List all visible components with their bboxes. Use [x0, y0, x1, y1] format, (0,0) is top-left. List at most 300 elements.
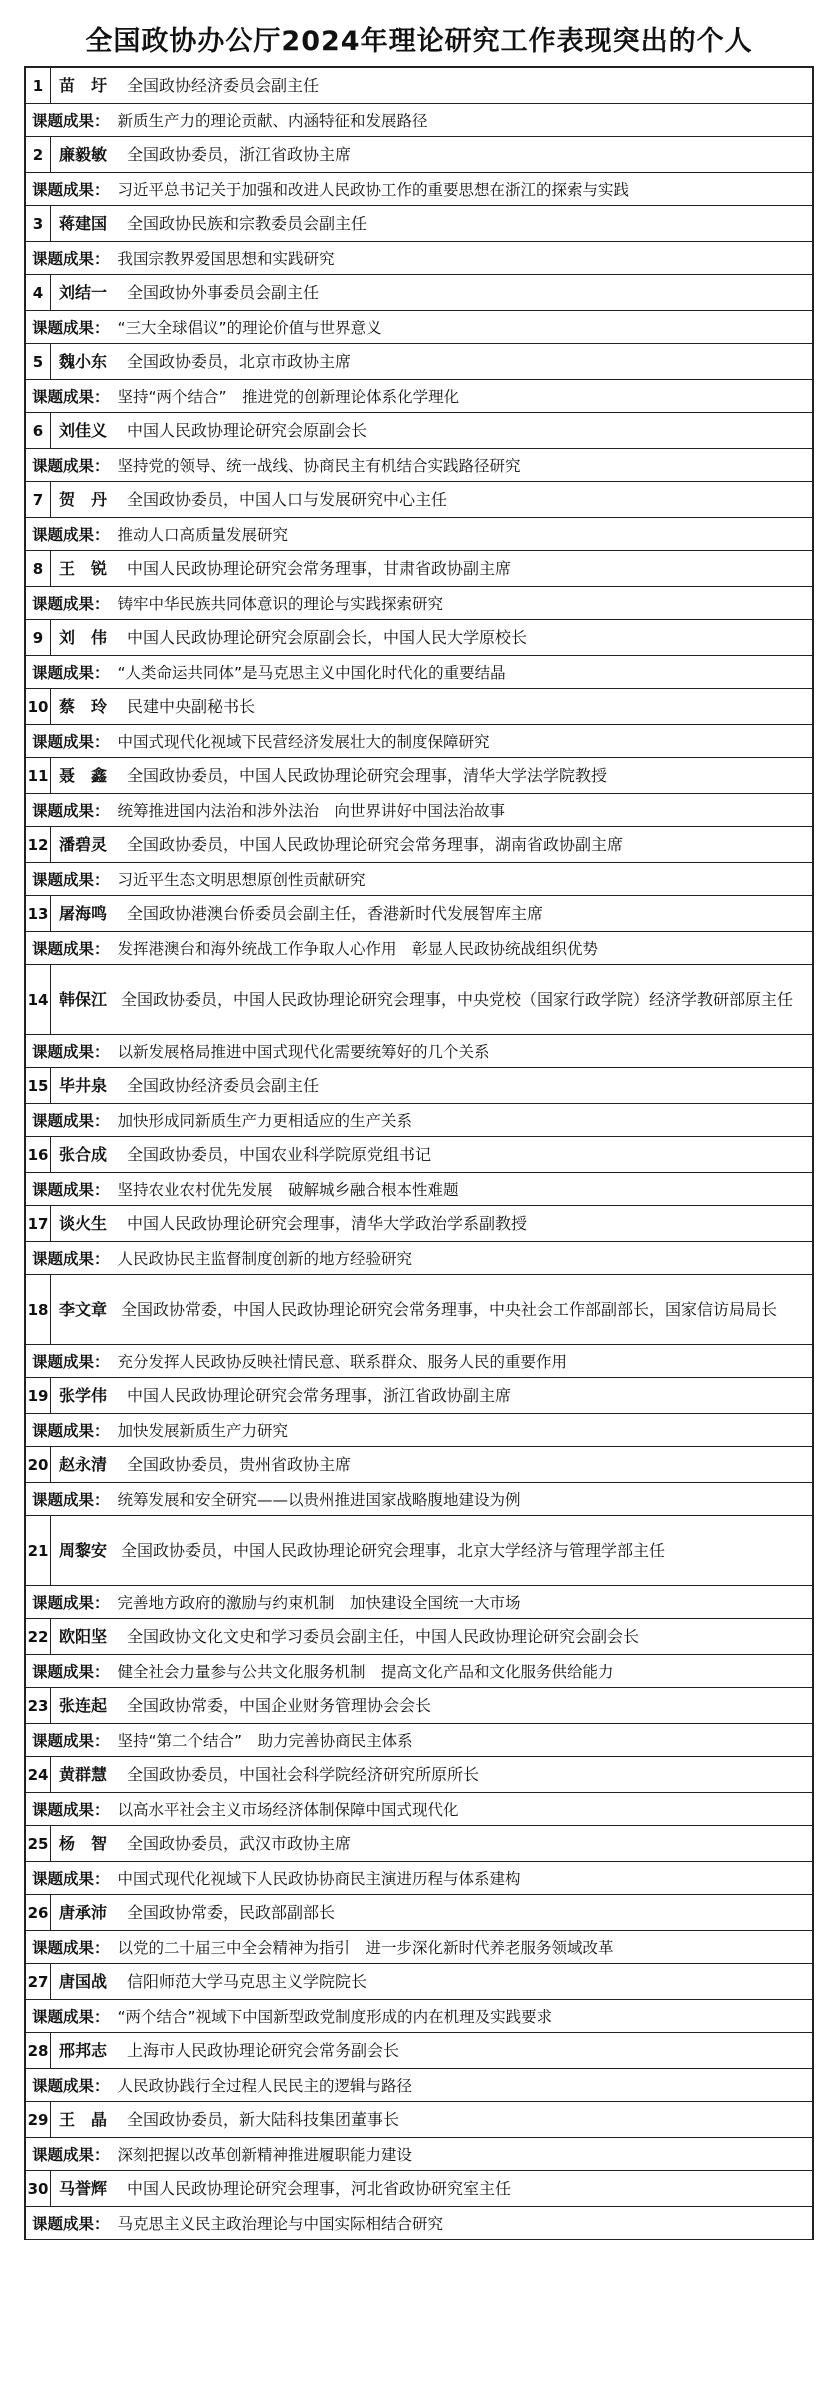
result-label: 课题成果：	[32, 1422, 110, 1440]
person-cell	[51, 689, 812, 724]
person-cell	[51, 827, 812, 862]
person-info	[59, 278, 319, 308]
person-info	[59, 1209, 527, 1239]
result-title: 人民政协践行全过程人民民主的逻辑与路径	[117, 2077, 413, 2095]
person-row	[26, 1619, 812, 1655]
result-title: 充分发挥人民政协反映社情民意、联系群众、服务人民的重要作用	[117, 1353, 568, 1371]
person-position: 全国政协港澳台侨委员会副主任，香港新时代发展智库主席	[127, 903, 544, 923]
person-row	[26, 2102, 812, 2138]
result-cell	[26, 1655, 812, 1687]
result-cell	[26, 380, 812, 412]
result-title: 坚持农业农村优先发展 破解城乡融合根本性难题	[117, 1181, 459, 1199]
result-title: 铸牢中华民族共同体意识的理论与实践探索研究	[117, 595, 444, 613]
person-name: 杨 智	[59, 1833, 108, 1853]
person-position: 全国政协委员，贵州省政协主席	[127, 1454, 352, 1474]
person-info	[59, 761, 607, 791]
result-title: 新质生产力的理论贡献、内涵特征和发展路径	[117, 112, 428, 130]
person-info	[59, 209, 367, 239]
person-name: 魏小东	[59, 351, 108, 371]
result-cell	[26, 449, 812, 481]
result-row	[26, 725, 812, 758]
person-cell	[51, 1206, 812, 1241]
person-row	[26, 896, 812, 932]
person-name: 刘结一	[59, 282, 108, 302]
result-cell	[26, 104, 812, 136]
person-name: 赵永清	[59, 1454, 108, 1474]
result-cell	[26, 242, 812, 274]
result-label: 课题成果：	[32, 802, 110, 820]
person-info	[59, 984, 793, 1015]
result-row	[26, 1655, 812, 1688]
result-cell	[26, 863, 812, 895]
person-row	[26, 2033, 812, 2069]
person-info	[59, 2105, 399, 2135]
result-cell	[26, 1345, 812, 1377]
person-name: 韩保江	[59, 990, 108, 1009]
row-number: 4	[26, 275, 51, 310]
row-number: 24	[26, 1757, 51, 1792]
person-position: 全国政协委员，中国人民政协理论研究会常务理事，湖南省政协副主席	[127, 834, 624, 854]
person-row	[26, 68, 812, 104]
person-position: 全国政协文化文史和学习委员会副主任，中国人民政协理论研究会副会长	[127, 1626, 640, 1646]
person-name: 蔡 玲	[59, 696, 108, 716]
result-row	[26, 104, 812, 137]
row-number: 5	[26, 344, 51, 379]
person-info	[59, 1829, 351, 1859]
result-cell	[26, 2069, 812, 2101]
person-position: 上海市人民政协理论研究会常务副会长	[127, 2040, 400, 2060]
row-number: 11	[26, 758, 51, 793]
result-cell	[26, 1035, 812, 1067]
row-number: 21	[26, 1516, 51, 1585]
person-cell	[51, 137, 812, 172]
result-cell	[26, 932, 812, 964]
result-row	[26, 1931, 812, 1964]
person-name: 聂 鑫	[59, 765, 108, 785]
person-name: 欧阳坚	[59, 1626, 108, 1646]
person-name: 贺 丹	[59, 489, 108, 509]
result-title: 健全社会力量参与公共文化服务机制 提高文化产品和文化服务供给能力	[117, 1663, 614, 1681]
result-row	[26, 2069, 812, 2102]
result-label: 课题成果：	[32, 112, 110, 130]
person-info	[59, 554, 511, 584]
person-info	[59, 1691, 431, 1721]
result-row	[26, 311, 812, 344]
person-cell	[51, 2171, 812, 2206]
person-cell	[51, 1688, 812, 1723]
document-title: 全国政协办公厅2024年理论研究工作表现突出的个人	[85, 25, 753, 57]
result-title: “人类命运共同体”是马克思主义中国化时代化的重要结晶	[117, 664, 506, 682]
result-row	[26, 1483, 812, 1516]
row-number: 13	[26, 896, 51, 931]
result-row	[26, 1242, 812, 1275]
person-position: 中国人民政协理论研究会理事，清华大学政治学系副教授	[127, 1213, 528, 1233]
person-name: 谈火生	[59, 1213, 108, 1233]
row-number: 28	[26, 2033, 51, 2068]
person-row	[26, 620, 812, 656]
result-label: 课题成果：	[32, 1181, 110, 1199]
person-cell	[51, 2033, 812, 2068]
person-row	[26, 965, 812, 1035]
result-label: 课题成果：	[32, 1663, 110, 1681]
row-number: 26	[26, 1895, 51, 1930]
person-cell	[51, 413, 812, 448]
result-title: 完善地方政府的激励与约束机制 加快建设全国统一大市场	[117, 1594, 521, 1612]
person-row	[26, 344, 812, 380]
result-label: 课题成果：	[32, 1870, 110, 1888]
person-name: 唐国战	[59, 1971, 108, 1991]
result-label: 课题成果：	[32, 940, 110, 958]
person-position: 全国政协委员，北京市政协主席	[127, 351, 352, 371]
person-cell	[51, 1895, 812, 1930]
result-label: 课题成果：	[32, 1043, 110, 1061]
row-number: 16	[26, 1137, 51, 1172]
person-info	[59, 1140, 431, 1170]
person-name: 张学伟	[59, 1385, 108, 1405]
result-row	[26, 380, 812, 413]
person-position: 全国政协委员，中国人民政协理论研究会理事，北京大学经济与管理学部主任	[121, 1541, 666, 1560]
person-row	[26, 1688, 812, 1724]
person-name: 廉毅敏	[59, 144, 108, 164]
result-title: 统筹推进国内法治和涉外法治 向世界讲好中国法治故事	[117, 802, 506, 820]
person-position: 全国政协委员，武汉市政协主席	[127, 1833, 352, 1853]
person-position: 全国政协常委，民政部副部长	[127, 1902, 336, 1922]
result-cell	[26, 1586, 812, 1618]
person-row	[26, 1895, 812, 1931]
result-cell	[26, 311, 812, 343]
result-title: 推动人口高质量发展研究	[117, 526, 289, 544]
person-name: 李文章	[59, 1300, 108, 1319]
person-info	[59, 1450, 351, 1480]
person-position: 全国政协民族和宗教委员会副主任	[127, 213, 368, 233]
result-label: 课题成果：	[32, 2008, 110, 2026]
row-number: 1	[26, 68, 51, 103]
person-row	[26, 413, 812, 449]
person-position: 全国政协委员，中国人口与发展研究中心主任	[127, 489, 448, 509]
person-info	[59, 1535, 665, 1566]
person-position: 中国人民政协理论研究会原副会长，中国人民大学原校长	[127, 627, 528, 647]
result-row	[26, 932, 812, 965]
person-row	[26, 1826, 812, 1862]
person-position: 中国人民政协理论研究会原副会长	[127, 420, 368, 440]
person-info	[59, 2174, 511, 2204]
person-cell	[51, 965, 812, 1034]
result-row	[26, 2138, 812, 2171]
person-cell	[51, 2102, 812, 2137]
result-cell	[26, 518, 812, 550]
result-title: 习近平总书记关于加强和改进人民政协工作的重要思想在浙江的探索与实践	[117, 181, 630, 199]
result-row	[26, 1104, 812, 1137]
row-number: 20	[26, 1447, 51, 1482]
person-row	[26, 1964, 812, 2000]
result-cell	[26, 1414, 812, 1446]
person-row	[26, 1206, 812, 1242]
person-row	[26, 206, 812, 242]
person-name: 黄群慧	[59, 1764, 108, 1784]
person-position: 中国人民政协理论研究会常务理事，甘肃省政协副主席	[127, 558, 512, 578]
person-cell	[51, 896, 812, 931]
person-cell	[51, 758, 812, 793]
result-title: 深刻把握以改革创新精神推进履职能力建设	[117, 2146, 413, 2164]
person-position: 全国政协经济委员会副主任	[127, 1075, 320, 1095]
person-name: 周黎安	[59, 1541, 108, 1560]
row-number: 14	[26, 965, 51, 1034]
result-label: 课题成果：	[32, 2146, 110, 2164]
person-cell	[51, 1275, 812, 1344]
result-title: “两个结合”视域下中国新型政党制度形成的内在机理及实践要求	[117, 2008, 553, 2026]
result-label: 课题成果：	[32, 664, 110, 682]
person-info	[59, 1760, 479, 1790]
result-cell	[26, 1173, 812, 1205]
person-name: 潘碧灵	[59, 834, 108, 854]
person-info	[59, 347, 351, 377]
person-row	[26, 1378, 812, 1414]
row-number: 18	[26, 1275, 51, 1344]
result-row	[26, 1345, 812, 1378]
result-label: 课题成果：	[32, 1491, 110, 1509]
person-row	[26, 551, 812, 587]
person-position: 全国政协委员，中国人民政协理论研究会理事，清华大学法学院教授	[127, 765, 608, 785]
result-title: 人民政协民主监督制度创新的地方经验研究	[117, 1250, 413, 1268]
person-row	[26, 1068, 812, 1104]
result-title: 发挥港澳台和海外统战工作争取人心作用 彰显人民政协统战组织优势	[117, 940, 599, 958]
result-label: 课题成果：	[32, 2077, 110, 2095]
result-title: 我国宗教界爱国思想和实践研究	[117, 250, 335, 268]
person-info	[59, 416, 367, 446]
row-number: 29	[26, 2102, 51, 2137]
result-cell	[26, 2207, 812, 2239]
row-number: 9	[26, 620, 51, 655]
person-cell	[51, 1137, 812, 1172]
row-number: 23	[26, 1688, 51, 1723]
person-row	[26, 1275, 812, 1345]
person-name: 屠海鸣	[59, 903, 108, 923]
result-row	[26, 1793, 812, 1826]
person-name: 刘佳义	[59, 420, 108, 440]
result-title: 以新发展格局推进中国式现代化需要统筹好的几个关系	[117, 1043, 490, 1061]
result-row	[26, 449, 812, 482]
result-title: 中国式现代化视域下民营经济发展壮大的制度保障研究	[117, 733, 490, 751]
person-cell	[51, 1964, 812, 1999]
result-cell	[26, 1242, 812, 1274]
person-row	[26, 482, 812, 518]
result-row	[26, 173, 812, 206]
result-label: 课题成果：	[32, 1939, 110, 1957]
result-row	[26, 863, 812, 896]
person-position: 全国政协常委，中国人民政协理论研究会常务理事，中央社会工作部副部长，国家信访局局长	[121, 1300, 778, 1319]
honors-table	[24, 66, 814, 2240]
result-row	[26, 656, 812, 689]
row-number: 12	[26, 827, 51, 862]
row-number: 10	[26, 689, 51, 724]
row-number: 2	[26, 137, 51, 172]
person-info	[59, 485, 447, 515]
person-cell	[51, 551, 812, 586]
person-row	[26, 137, 812, 173]
person-row	[26, 1516, 812, 1586]
person-row	[26, 758, 812, 794]
result-label: 课题成果：	[32, 1732, 110, 1750]
person-position: 全国政协经济委员会副主任	[127, 75, 320, 95]
result-row	[26, 1862, 812, 1895]
result-title: “三大全球倡议”的理论价值与世界意义	[117, 319, 382, 337]
result-label: 课题成果：	[32, 526, 110, 544]
person-info	[59, 140, 351, 170]
person-row	[26, 1137, 812, 1173]
person-row	[26, 1757, 812, 1793]
person-info	[59, 1071, 319, 1101]
row-number: 25	[26, 1826, 51, 1861]
result-cell	[26, 1104, 812, 1136]
person-position: 全国政协委员，中国人民政协理论研究会理事，中央党校（国家行政学院）经济学教研部原主任	[121, 990, 794, 1009]
person-position: 全国政协常委，中国企业财务管理协会会长	[127, 1695, 432, 1715]
result-title: 马克思主义民主政治理论与中国实际相结合研究	[117, 2215, 444, 2233]
result-row	[26, 1586, 812, 1619]
person-info	[59, 830, 623, 860]
person-row	[26, 2171, 812, 2207]
result-label: 课题成果：	[32, 1353, 110, 1371]
result-row	[26, 242, 812, 275]
result-label: 课题成果：	[32, 457, 110, 475]
person-cell	[51, 482, 812, 517]
result-label: 课题成果：	[32, 250, 110, 268]
result-row	[26, 518, 812, 551]
person-name: 蒋建国	[59, 213, 108, 233]
person-name: 刘 伟	[59, 627, 108, 647]
person-cell	[51, 344, 812, 379]
person-info	[59, 899, 543, 929]
person-position: 全国政协委员，新大陆科技集团董事长	[127, 2109, 400, 2129]
person-name: 毕井泉	[59, 1075, 108, 1095]
result-row	[26, 794, 812, 827]
result-label: 课题成果：	[32, 1112, 110, 1130]
row-number: 3	[26, 206, 51, 241]
person-cell	[51, 68, 812, 103]
person-name: 王 晶	[59, 2109, 108, 2129]
result-label: 课题成果：	[32, 595, 110, 613]
person-cell	[51, 1826, 812, 1861]
person-position: 中国人民政协理论研究会理事，河北省政协研究室主任	[127, 2178, 512, 2198]
person-cell	[51, 206, 812, 241]
person-row	[26, 275, 812, 311]
result-label: 课题成果：	[32, 388, 110, 406]
person-position: 中国人民政协理论研究会常务理事，浙江省政协副主席	[127, 1385, 512, 1405]
result-row	[26, 1173, 812, 1206]
person-info	[59, 1294, 777, 1325]
row-number: 17	[26, 1206, 51, 1241]
result-cell	[26, 1931, 812, 1963]
row-number: 15	[26, 1068, 51, 1103]
person-cell	[51, 1516, 812, 1585]
person-position: 信阳师范大学马克思主义学院院长	[127, 1971, 368, 1991]
person-position: 全国政协委员，中国社会科学院经济研究所原所长	[127, 1764, 480, 1784]
row-number: 30	[26, 2171, 51, 2206]
person-info	[59, 2036, 399, 2066]
result-row	[26, 2207, 812, 2240]
person-position: 全国政协外事委员会副主任	[127, 282, 320, 302]
result-title: 坚持“第二个结合” 助力完善协商民主体系	[117, 1732, 413, 1750]
result-title: 加快发展新质生产力研究	[117, 1422, 289, 1440]
result-title: 统筹发展和安全研究——以贵州推进国家战略腹地建设为例	[117, 1491, 521, 1509]
result-cell	[26, 2138, 812, 2170]
result-label: 课题成果：	[32, 871, 110, 889]
person-cell	[51, 1447, 812, 1482]
person-position: 全国政协委员，中国农业科学院原党组书记	[127, 1144, 432, 1164]
person-info	[59, 1381, 511, 1411]
row-number: 6	[26, 413, 51, 448]
result-cell	[26, 1793, 812, 1825]
person-row	[26, 1447, 812, 1483]
person-info	[59, 71, 319, 101]
result-title: 中国式现代化视域下人民政协协商民主演进历程与体系建构	[117, 1870, 521, 1888]
result-row	[26, 1414, 812, 1447]
result-cell	[26, 1724, 812, 1756]
person-cell	[51, 1757, 812, 1792]
person-cell	[51, 275, 812, 310]
result-title: 习近平生态文明思想原创性贡献研究	[117, 871, 366, 889]
result-cell	[26, 1862, 812, 1894]
result-cell	[26, 1483, 812, 1515]
result-label: 课题成果：	[32, 181, 110, 199]
result-title: 坚持党的领导、统一战线、协商民主有机结合实践路径研究	[117, 457, 521, 475]
result-label: 课题成果：	[32, 1594, 110, 1612]
person-name: 苗 圩	[59, 75, 108, 95]
result-label: 课题成果：	[32, 1801, 110, 1819]
result-cell	[26, 656, 812, 688]
person-info	[59, 692, 255, 722]
row-number: 8	[26, 551, 51, 586]
person-info	[59, 1967, 367, 1997]
result-label: 课题成果：	[32, 2215, 110, 2233]
result-title: 加快形成同新质生产力更相适应的生产关系	[117, 1112, 413, 1130]
person-cell	[51, 1378, 812, 1413]
result-row	[26, 2000, 812, 2033]
person-name: 唐承沛	[59, 1902, 108, 1922]
result-title: 以高水平社会主义市场经济体制保障中国式现代化	[117, 1801, 459, 1819]
person-name: 邢邦志	[59, 2040, 108, 2060]
person-info	[59, 1898, 335, 1928]
result-row	[26, 1035, 812, 1068]
result-cell	[26, 587, 812, 619]
result-title: 以党的二十届三中全会精神为指引 进一步深化新时代养老服务领域改革	[117, 1939, 614, 1957]
row-number: 19	[26, 1378, 51, 1413]
person-info	[59, 1622, 639, 1652]
result-row	[26, 1724, 812, 1757]
result-row	[26, 587, 812, 620]
person-position: 全国政协委员，浙江省政协主席	[127, 144, 352, 164]
person-row	[26, 827, 812, 863]
result-cell	[26, 725, 812, 757]
person-name: 张合成	[59, 1144, 108, 1164]
person-cell	[51, 1068, 812, 1103]
result-cell	[26, 2000, 812, 2032]
person-row	[26, 689, 812, 725]
result-label: 课题成果：	[32, 733, 110, 751]
result-title: 坚持“两个结合” 推进党的创新理论体系化学理化	[117, 388, 460, 406]
person-cell	[51, 620, 812, 655]
row-number: 27	[26, 1964, 51, 1999]
person-name: 张连起	[59, 1695, 108, 1715]
result-cell	[26, 173, 812, 205]
person-name: 王 锐	[59, 558, 108, 578]
result-label: 课题成果：	[32, 319, 110, 337]
person-cell	[51, 1619, 812, 1654]
result-cell	[26, 794, 812, 826]
row-number: 7	[26, 482, 51, 517]
person-name: 马誉辉	[59, 2178, 108, 2198]
row-number: 22	[26, 1619, 51, 1654]
person-info	[59, 623, 527, 653]
